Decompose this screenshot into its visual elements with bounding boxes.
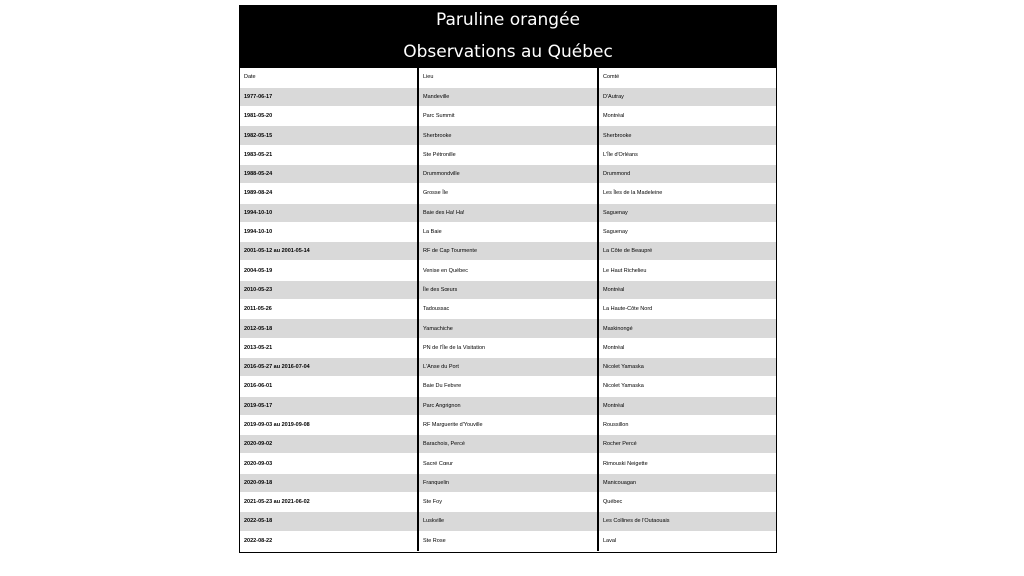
cell-lieu: Baie Du Febvre: [418, 377, 598, 396]
cell-comte: Montréal: [598, 396, 776, 415]
cell-date: 1989-08-24: [240, 184, 418, 203]
table-row: [240, 87, 776, 106]
cell-lieu: Grosse Île: [418, 184, 598, 203]
observations-table: [240, 68, 776, 551]
observations-sheet: [239, 5, 777, 553]
table-row: [240, 396, 776, 415]
table-row: [240, 280, 776, 299]
cell-lieu: Parc Angrignon: [418, 396, 598, 415]
cell-date: 2020-09-02: [240, 435, 418, 454]
cell-lieu: PN de l'Île de la Visitation: [418, 338, 598, 357]
cell-date: 1982-05-15: [240, 126, 418, 145]
cell-date: 2019-09-03 au 2019-09-08: [240, 415, 418, 434]
cell-comte: Saguenay: [598, 222, 776, 241]
column-header-lieu: Lieu: [418, 68, 598, 87]
table-header-banner: [240, 6, 776, 68]
table-row: [240, 493, 776, 512]
table-row: [240, 242, 776, 261]
table-row: [240, 164, 776, 183]
cell-date: 2016-06-01: [240, 377, 418, 396]
cell-lieu: Ste Pétronille: [418, 145, 598, 164]
cell-comte: Roussillon: [598, 415, 776, 434]
cell-date: 1994-10-10: [240, 203, 418, 222]
cell-date: 2022-08-22: [240, 531, 418, 550]
cell-date: 2004-05-19: [240, 261, 418, 280]
cell-lieu: Yamachiche: [418, 319, 598, 338]
cell-lieu: L'Anse du Port: [418, 357, 598, 376]
table-row: [240, 454, 776, 473]
cell-date: 2001-05-12 au 2001-05-14: [240, 242, 418, 261]
cell-lieu: La Baie: [418, 222, 598, 241]
cell-date: 2013-05-21: [240, 338, 418, 357]
cell-comte: Rimouski Neigette: [598, 454, 776, 473]
cell-lieu: Barachois, Percé: [418, 435, 598, 454]
cell-comte: Montréal: [598, 338, 776, 357]
cell-date: 2016-05-27 au 2016-07-04: [240, 357, 418, 376]
cell-lieu: RF de Cap Tourmente: [418, 242, 598, 261]
table-row: [240, 357, 776, 376]
cell-comte: Maskinongé: [598, 319, 776, 338]
cell-comte: La Haute-Côte Nord: [598, 300, 776, 319]
cell-comte: L'Île d'Orléans: [598, 145, 776, 164]
cell-comte: Sherbrooke: [598, 126, 776, 145]
table-row: [240, 222, 776, 241]
cell-date: 2021-05-23 au 2021-06-02: [240, 493, 418, 512]
column-header-date: Date: [240, 68, 418, 87]
table-row: [240, 435, 776, 454]
cell-lieu: Venise en Québec: [418, 261, 598, 280]
cell-lieu: RF Marguerite d'Youville: [418, 415, 598, 434]
cell-lieu: Sherbrooke: [418, 126, 598, 145]
cell-date: 2020-09-03: [240, 454, 418, 473]
cell-comte: Nicolet Yamaska: [598, 357, 776, 376]
cell-date: 2010-05-23: [240, 280, 418, 299]
table-row: [240, 126, 776, 145]
table-row: [240, 512, 776, 531]
cell-lieu: Luskville: [418, 512, 598, 531]
cell-comte: Drummond: [598, 164, 776, 183]
table-row: [240, 107, 776, 126]
cell-date: 1981-05-20: [240, 107, 418, 126]
cell-comte: Laval: [598, 531, 776, 550]
cell-lieu: Sacré Cœur: [418, 454, 598, 473]
cell-comte: Saguenay: [598, 203, 776, 222]
cell-lieu: Parc Summit: [418, 107, 598, 126]
cell-comte: Montréal: [598, 107, 776, 126]
column-header-row: [240, 68, 776, 87]
cell-comte: Nicolet Yamaska: [598, 377, 776, 396]
column-header-comte: Comté: [598, 68, 776, 87]
cell-lieu: Ste Rose: [418, 531, 598, 550]
table-row: [240, 473, 776, 492]
cell-comte: La Côte de Beaupré: [598, 242, 776, 261]
table-row: [240, 377, 776, 396]
table-row: [240, 203, 776, 222]
cell-lieu: Drummondville: [418, 164, 598, 183]
cell-lieu: Mandeville: [418, 87, 598, 106]
table-row: [240, 145, 776, 164]
cell-lieu: Ste Foy: [418, 493, 598, 512]
cell-date: 1994-10-10: [240, 222, 418, 241]
page-subtitle: Observations au Québec: [403, 42, 613, 62]
cell-comte: Les Collines de l'Outaouais: [598, 512, 776, 531]
table-row: [240, 319, 776, 338]
cell-date: 2019-05-17: [240, 396, 418, 415]
cell-date: 2020-09-18: [240, 473, 418, 492]
observations-table-body: [240, 68, 776, 550]
cell-comte: Le Haut Richelieu: [598, 261, 776, 280]
table-row: [240, 531, 776, 550]
cell-comte: D'Autray: [598, 87, 776, 106]
cell-lieu: Baie des Ha! Ha!: [418, 203, 598, 222]
cell-date: 2012-05-18: [240, 319, 418, 338]
cell-date: 1977-06-17: [240, 87, 418, 106]
table-row: [240, 415, 776, 434]
cell-lieu: Tadoussac: [418, 300, 598, 319]
page-title: Paruline orangée: [435, 10, 581, 30]
cell-comte: Manicouagan: [598, 473, 776, 492]
cell-comte: Les Îles de la Madeleine: [598, 184, 776, 203]
cell-date: 2022-05-18: [240, 512, 418, 531]
cell-comte: Rocher Percé: [598, 435, 776, 454]
table-row: [240, 338, 776, 357]
table-row: [240, 184, 776, 203]
cell-lieu: Île des Sœurs: [418, 280, 598, 299]
cell-date: 1983-05-21: [240, 145, 418, 164]
cell-comte: Québec: [598, 493, 776, 512]
cell-date: 1988-05-24: [240, 164, 418, 183]
cell-lieu: Franquelin: [418, 473, 598, 492]
cell-comte: Montréal: [598, 280, 776, 299]
table-row: [240, 300, 776, 319]
table-row: [240, 261, 776, 280]
cell-date: 2011-05-26: [240, 300, 418, 319]
